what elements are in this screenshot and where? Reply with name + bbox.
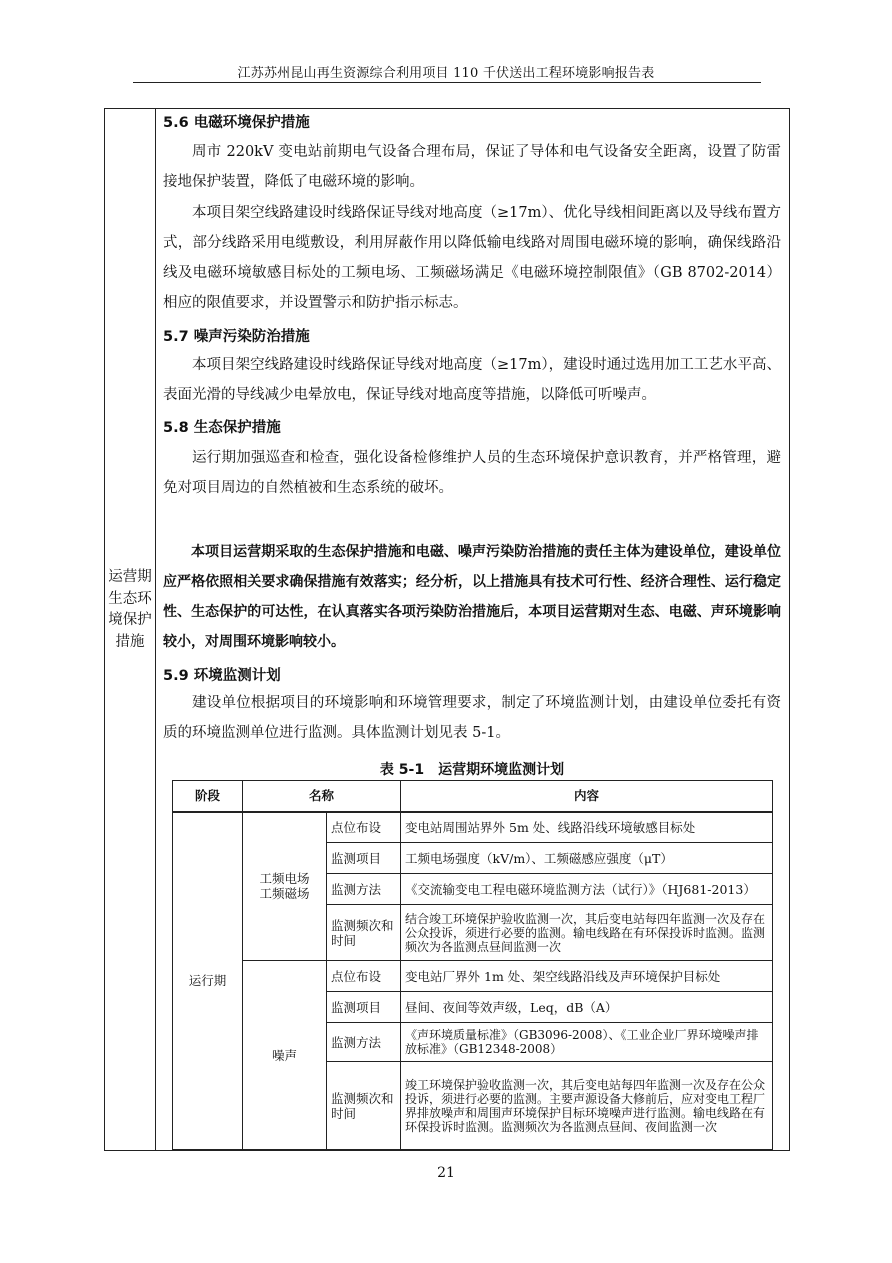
table-caption: 表 5-1 运营期环境监测计划 [379,762,565,778]
item-cell: 监测项目 [327,843,401,874]
paragraph-5-9-1: 建设单位根据项目的环境影响和环境管理要求，制定了环境监测计划，由建设单位委托有资质的环境监测单位进行监测。具体监测计划见表 5-1。 [163,695,781,741]
header-content: 内容 [401,781,773,812]
table-header-row [173,781,773,812]
content-cell: 结合竣工环境保护验收监测一次，其后变电站每四年监测一次及存在公众投诉，须进行必要的监测。输电线路在有环保投诉时监测。监测频次为各监测点昼间监测一次 [401,905,773,961]
side-column-divider [155,108,156,1151]
summary-paragraph: 本项目运营期采取的生态保护措施和电磁、噪声污染防治措施的责任主体为建设单位，建设单位应严格依照相关要求确保措施有效落实；经分析，以上措施具有技术可行性、经济合理性、运行稳定性、生态保护的可达性，在认真落实各项污染防治措施后，本项目运营期对生态、电磁、声环境影响较小，对周围环境影响较小。 [163,544,781,650]
section-heading-5-8: 5.8 生态保护措施 [163,420,281,436]
header-stage: 阶段 [173,781,243,812]
section-heading-5-7: 5.7 噪声污染防治措施 [163,329,310,345]
table-row [173,961,773,992]
group-name-cell: 噪声 [243,961,327,1150]
group-name-cell: 工频电场工频磁场 [243,812,327,961]
table-row [173,812,773,843]
item-cell: 监测方法 [327,1023,401,1062]
page-header-title: 江苏苏州昆山再生资源综合利用项目 110 千伏送出工程环境影响报告表 [237,66,655,81]
side-column-label: 运营期生态环境保护措施 [108,569,152,650]
monitoring-plan-table [172,780,773,1150]
stage-cell: 运行期 [173,812,243,1150]
page-number: 21 [437,1165,455,1181]
item-cell: 点位布设 [327,961,401,992]
item-cell: 监测项目 [327,992,401,1023]
item-cell: 监测方法 [327,874,401,905]
section-heading-5-6: 5.6 电磁环境保护措施 [163,115,310,131]
content-cell: 《声环境质量标准》（GB3096-2008）、《工业企业厂界环境噪声排放标准》（GB12348-2008） [401,1023,773,1062]
item-cell: 点位布设 [327,812,401,843]
paragraph-5-7-1: 本项目架空线路建设时线路保证导线对地高度（≥17m），建设时通过选用加工工艺水平高、表面光滑的导线减少电晕放电，保证导线对地高度等措施，以降低可听噪声。 [163,357,781,403]
item-cell: 监测频次和时间 [327,1062,401,1150]
section-heading-5-9: 5.9 环境监测计划 [163,668,281,684]
content-cell: 昼间、夜间等效声级，Leq，dB（A） [401,992,773,1023]
content-cell: 《交流输变电工程电磁环境监测方法（试行）》（HJ681-2013） [401,874,773,905]
content-cell: 工频电场强度（kV/m）、工频磁感应强度（μT） [401,843,773,874]
content-cell: 变电站厂界外 1m 处、架空线路沿线及声环境保护目标处 [401,961,773,992]
item-cell: 监测频次和时间 [327,905,401,961]
paragraph-5-6-1: 周市 220kV 变电站前期电气设备合理布局，保证了导体和电气设备安全距离，设置了防雷接地保护装置，降低了电磁环境的影响。 [163,144,781,190]
header-name: 名称 [243,781,401,812]
paragraph-5-8-1: 运行期加强巡查和检查，强化设备检修维护人员的生态环境保护意识教育，并严格管理，避免对项目周边的自然植被和生态系统的破坏。 [163,450,781,496]
paragraph-5-6-2: 本项目架空线路建设时线路保证导线对地高度（≥17m）、优化导线相间距离以及导线布置方式，部分线路采用电缆敷设，利用屏蔽作用以降低输电线路对周围电磁环境的影响，确保线路沿线及电磁环境敏感目标处的工频电场、工频磁场满足《电磁环境控制限值》（GB 8702-2014）相应的限值要求，并设置警示和防护指示标志。 [163,205,781,311]
content-cell: 竣工环境保护验收监测一次，其后变电站每四年监测一次及存在公众投诉，须进行必要的监测。主要声源设备大修前后，应对变电工程厂界排放噪声和周围声环境保护目标环境噪声进行监测。输电线路在有环保投诉时监测。监测频次为各监测点昼间、夜间监测一次 [401,1062,773,1150]
header-rule [133,82,761,83]
content-cell: 变电站周围站界外 5m 处、线路沿线环境敏感目标处 [401,812,773,843]
